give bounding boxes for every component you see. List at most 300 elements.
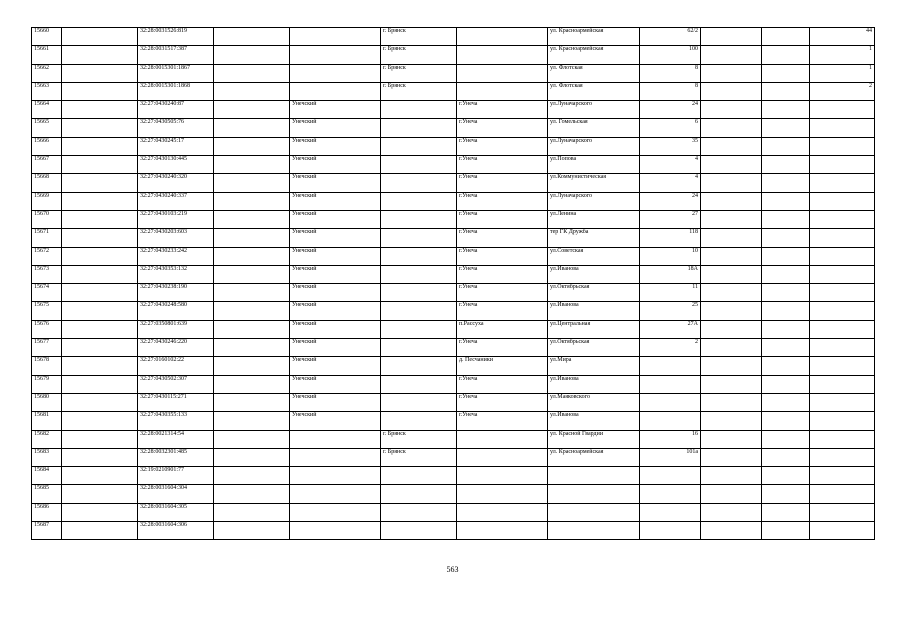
empty-cell	[762, 467, 810, 485]
street-cell: ул.Центральная	[548, 320, 640, 338]
district-cell: Унечский	[290, 339, 381, 357]
apartment-number-cell	[810, 357, 875, 375]
apartment-number-cell	[810, 137, 875, 155]
record-number-cell: 15667	[32, 156, 62, 174]
cadastral-number-cell: 32:28:0031604:305	[138, 503, 214, 521]
house-number-cell: 2	[640, 339, 701, 357]
record-number-cell: 15668	[32, 174, 62, 192]
empty-cell	[762, 101, 810, 119]
street-cell: ул.Луначарского	[548, 101, 640, 119]
empty-cell	[701, 467, 762, 485]
city-cell	[381, 229, 457, 247]
table-row	[32, 192, 875, 210]
town-cell: г.Унеча	[457, 375, 548, 393]
apartment-number-cell	[810, 284, 875, 302]
city-cell	[381, 210, 457, 228]
city-cell: г. Брянск	[381, 46, 457, 64]
empty-cell	[62, 393, 138, 411]
city-cell	[381, 302, 457, 320]
table-row	[32, 430, 875, 448]
empty-cell	[701, 64, 762, 82]
city-cell	[381, 522, 457, 540]
town-cell	[457, 64, 548, 82]
city-cell	[381, 375, 457, 393]
apartment-number-cell: 1	[810, 64, 875, 82]
empty-cell	[214, 430, 290, 448]
table-row	[32, 375, 875, 393]
record-number-cell: 15672	[32, 247, 62, 265]
house-number-cell	[640, 393, 701, 411]
empty-cell	[214, 265, 290, 283]
table-row	[32, 265, 875, 283]
empty-cell	[62, 448, 138, 466]
empty-cell	[62, 229, 138, 247]
house-number-cell: 24	[640, 101, 701, 119]
city-cell	[381, 119, 457, 137]
city-cell: г. Брянск	[381, 430, 457, 448]
cadastral-number-cell: 32:28:0031517:387	[138, 46, 214, 64]
table-row	[32, 467, 875, 485]
district-cell: Унечский	[290, 320, 381, 338]
registry-table-body	[32, 28, 875, 540]
district-cell: Унечский	[290, 119, 381, 137]
empty-cell	[762, 64, 810, 82]
city-cell	[381, 101, 457, 119]
table-row	[32, 522, 875, 540]
cadastral-number-cell: 32:27:0430355:133	[138, 412, 214, 430]
empty-cell	[62, 357, 138, 375]
empty-cell	[762, 430, 810, 448]
city-cell	[381, 284, 457, 302]
district-cell	[290, 82, 381, 100]
district-cell: Унечский	[290, 265, 381, 283]
street-cell: ул.Коммунистическая	[548, 174, 640, 192]
empty-cell	[214, 174, 290, 192]
empty-cell	[214, 357, 290, 375]
record-number-cell: 15687	[32, 522, 62, 540]
house-number-cell: 25	[640, 302, 701, 320]
district-cell: Унечский	[290, 357, 381, 375]
apartment-number-cell	[810, 174, 875, 192]
table-row	[32, 247, 875, 265]
cadastral-number-cell: 32:27:0430245:17	[138, 137, 214, 155]
empty-cell	[762, 393, 810, 411]
apartment-number-cell	[810, 101, 875, 119]
empty-cell	[701, 302, 762, 320]
empty-cell	[762, 247, 810, 265]
city-cell: г. Брянск	[381, 28, 457, 46]
empty-cell	[62, 156, 138, 174]
empty-cell	[701, 101, 762, 119]
table-row	[32, 357, 875, 375]
town-cell	[457, 430, 548, 448]
house-number-cell: 27	[640, 210, 701, 228]
record-number-cell: 15664	[32, 101, 62, 119]
empty-cell	[214, 247, 290, 265]
cadastral-number-cell: 32:27:0430505:76	[138, 119, 214, 137]
city-cell	[381, 174, 457, 192]
apartment-number-cell: 2	[810, 82, 875, 100]
street-cell: ул. Красноармейская	[548, 28, 640, 46]
apartment-number-cell	[810, 302, 875, 320]
empty-cell	[214, 393, 290, 411]
empty-cell	[62, 302, 138, 320]
registry-table	[31, 27, 875, 540]
house-number-cell	[640, 412, 701, 430]
house-number-cell: 8	[640, 64, 701, 82]
record-number-cell: 15675	[32, 302, 62, 320]
empty-cell	[214, 467, 290, 485]
empty-cell	[762, 522, 810, 540]
record-number-cell: 15660	[32, 28, 62, 46]
empty-cell	[214, 320, 290, 338]
record-number-cell: 15685	[32, 485, 62, 503]
district-cell: Унечский	[290, 247, 381, 265]
house-number-cell: 62/2	[640, 28, 701, 46]
record-number-cell: 15676	[32, 320, 62, 338]
town-cell: д. Песчаники	[457, 357, 548, 375]
street-cell: ул.Иванова	[548, 302, 640, 320]
table-row	[32, 137, 875, 155]
city-cell	[381, 357, 457, 375]
empty-cell	[62, 101, 138, 119]
empty-cell	[701, 28, 762, 46]
house-number-cell: 100	[640, 46, 701, 64]
empty-cell	[701, 320, 762, 338]
empty-cell	[762, 174, 810, 192]
empty-cell	[701, 522, 762, 540]
record-number-cell: 15681	[32, 412, 62, 430]
district-cell	[290, 522, 381, 540]
apartment-number-cell	[810, 192, 875, 210]
empty-cell	[762, 375, 810, 393]
empty-cell	[62, 174, 138, 192]
empty-cell	[214, 375, 290, 393]
empty-cell	[62, 375, 138, 393]
empty-cell	[62, 503, 138, 521]
house-number-cell: 101а	[640, 448, 701, 466]
street-cell: ул. Гомельская	[548, 119, 640, 137]
city-cell	[381, 503, 457, 521]
town-cell: г.Унеча	[457, 174, 548, 192]
empty-cell	[701, 375, 762, 393]
empty-cell	[214, 101, 290, 119]
district-cell: Унечский	[290, 156, 381, 174]
street-cell	[548, 467, 640, 485]
empty-cell	[701, 265, 762, 283]
house-number-cell: 35	[640, 137, 701, 155]
empty-cell	[762, 485, 810, 503]
town-cell	[457, 485, 548, 503]
cadastral-number-cell: 32:28:0031526:819	[138, 28, 214, 46]
empty-cell	[762, 265, 810, 283]
street-cell: ул.Луначарского	[548, 137, 640, 155]
record-number-cell: 15677	[32, 339, 62, 357]
district-cell: Унечский	[290, 210, 381, 228]
city-cell	[381, 339, 457, 357]
empty-cell	[762, 448, 810, 466]
cadastral-number-cell: 32:28:0031604:306	[138, 522, 214, 540]
house-number-cell	[640, 485, 701, 503]
table-row	[32, 448, 875, 466]
empty-cell	[762, 82, 810, 100]
empty-cell	[762, 320, 810, 338]
town-cell: г.Унеча	[457, 247, 548, 265]
street-cell: ул.Маяковского	[548, 393, 640, 411]
record-number-cell: 15683	[32, 448, 62, 466]
street-cell	[548, 503, 640, 521]
district-cell: Унечский	[290, 393, 381, 411]
apartment-number-cell	[810, 375, 875, 393]
record-number-cell: 15671	[32, 229, 62, 247]
empty-cell	[762, 192, 810, 210]
district-cell	[290, 467, 381, 485]
empty-cell	[214, 82, 290, 100]
apartment-number-cell	[810, 522, 875, 540]
table-row	[32, 156, 875, 174]
house-number-cell: 118	[640, 229, 701, 247]
town-cell	[457, 448, 548, 466]
house-number-cell	[640, 522, 701, 540]
empty-cell	[701, 284, 762, 302]
street-cell: ул. Флотская	[548, 64, 640, 82]
house-number-cell: 10	[640, 247, 701, 265]
empty-cell	[214, 302, 290, 320]
cadastral-number-cell: 32:28:0015301:1868	[138, 82, 214, 100]
district-cell	[290, 28, 381, 46]
town-cell: г.Унеча	[457, 339, 548, 357]
town-cell: г.Унеча	[457, 393, 548, 411]
town-cell: г.Унеча	[457, 229, 548, 247]
city-cell	[381, 265, 457, 283]
house-number-cell	[640, 357, 701, 375]
record-number-cell: 15665	[32, 119, 62, 137]
cadastral-number-cell: 32:27:0430233:242	[138, 247, 214, 265]
apartment-number-cell	[810, 229, 875, 247]
street-cell: ул.Октябрьская	[548, 284, 640, 302]
empty-cell	[214, 448, 290, 466]
table-row	[32, 28, 875, 46]
district-cell	[290, 448, 381, 466]
apartment-number-cell	[810, 430, 875, 448]
empty-cell	[62, 119, 138, 137]
empty-cell	[762, 357, 810, 375]
apartment-number-cell	[810, 320, 875, 338]
street-cell: тер ГК Дружба	[548, 229, 640, 247]
city-cell	[381, 192, 457, 210]
empty-cell	[62, 284, 138, 302]
town-cell: г.Унеча	[457, 265, 548, 283]
apartment-number-cell	[810, 485, 875, 503]
empty-cell	[214, 339, 290, 357]
street-cell: ул.Мира	[548, 357, 640, 375]
empty-cell	[62, 320, 138, 338]
cadastral-number-cell: 32:28:0021314:54	[138, 430, 214, 448]
table-row	[32, 320, 875, 338]
city-cell: г. Брянск	[381, 64, 457, 82]
house-number-cell: 6	[640, 119, 701, 137]
empty-cell	[62, 137, 138, 155]
street-cell: ул. Красноармейская	[548, 46, 640, 64]
town-cell: г.Унеча	[457, 192, 548, 210]
house-number-cell	[640, 375, 701, 393]
city-cell	[381, 247, 457, 265]
apartment-number-cell	[810, 412, 875, 430]
house-number-cell	[640, 467, 701, 485]
empty-cell	[762, 503, 810, 521]
empty-cell	[62, 210, 138, 228]
apartment-number-cell: 44	[810, 28, 875, 46]
city-cell	[381, 393, 457, 411]
table-row	[32, 485, 875, 503]
city-cell	[381, 467, 457, 485]
district-cell	[290, 485, 381, 503]
record-number-cell: 15662	[32, 64, 62, 82]
table-row	[32, 82, 875, 100]
cadastral-number-cell: 32:27:0430240:337	[138, 192, 214, 210]
empty-cell	[701, 119, 762, 137]
empty-cell	[701, 485, 762, 503]
empty-cell	[762, 46, 810, 64]
record-number-cell: 15678	[32, 357, 62, 375]
empty-cell	[762, 210, 810, 228]
town-cell: п.Рассуха	[457, 320, 548, 338]
house-number-cell: 18А	[640, 265, 701, 283]
apartment-number-cell	[810, 247, 875, 265]
street-cell: ул. Флотская	[548, 82, 640, 100]
empty-cell	[701, 137, 762, 155]
empty-cell	[214, 192, 290, 210]
table-row	[32, 302, 875, 320]
empty-cell	[762, 119, 810, 137]
city-cell	[381, 412, 457, 430]
town-cell	[457, 522, 548, 540]
district-cell: Унечский	[290, 229, 381, 247]
town-cell: г.Унеча	[457, 156, 548, 174]
empty-cell	[762, 137, 810, 155]
table-row	[32, 412, 875, 430]
district-cell: Унечский	[290, 137, 381, 155]
city-cell	[381, 137, 457, 155]
city-cell	[381, 485, 457, 503]
empty-cell	[214, 522, 290, 540]
town-cell	[457, 503, 548, 521]
table-row	[32, 174, 875, 192]
apartment-number-cell	[810, 339, 875, 357]
cadastral-number-cell: 32:27:0430130:445	[138, 156, 214, 174]
street-cell: ул.Луначарского	[548, 192, 640, 210]
cadastral-number-cell: 32:19:0210901:77	[138, 467, 214, 485]
cadastral-number-cell: 32:27:0430103:219	[138, 210, 214, 228]
district-cell: Унечский	[290, 174, 381, 192]
empty-cell	[762, 339, 810, 357]
table-row	[32, 339, 875, 357]
town-cell: г.Унеча	[457, 284, 548, 302]
empty-cell	[62, 485, 138, 503]
empty-cell	[214, 119, 290, 137]
cadastral-number-cell: 32:27:0430502:307	[138, 375, 214, 393]
record-number-cell: 15669	[32, 192, 62, 210]
empty-cell	[701, 339, 762, 357]
empty-cell	[701, 357, 762, 375]
empty-cell	[214, 485, 290, 503]
apartment-number-cell	[810, 467, 875, 485]
cadastral-number-cell: 32:27:0430246:220	[138, 339, 214, 357]
cadastral-number-cell: 32:28:0015301:1867	[138, 64, 214, 82]
town-cell: г.Унеча	[457, 210, 548, 228]
town-cell: г.Унеча	[457, 137, 548, 155]
cadastral-number-cell: 32:27:0430240:320	[138, 174, 214, 192]
cadastral-number-cell: 32:27:0430248:580	[138, 302, 214, 320]
cadastral-number-cell: 32:28:0032301:485	[138, 448, 214, 466]
town-cell: г.Унеча	[457, 101, 548, 119]
apartment-number-cell: 1	[810, 46, 875, 64]
house-number-cell: 27А	[640, 320, 701, 338]
apartment-number-cell	[810, 503, 875, 521]
table-row	[32, 101, 875, 119]
district-cell: Унечский	[290, 101, 381, 119]
street-cell: ул.Ленина	[548, 210, 640, 228]
cadastral-number-cell: 32:27:0350801:639	[138, 320, 214, 338]
empty-cell	[62, 412, 138, 430]
empty-cell	[762, 28, 810, 46]
table-row	[32, 229, 875, 247]
cadastral-number-cell: 32:27:0430203:603	[138, 229, 214, 247]
street-cell: ул.Иванова	[548, 375, 640, 393]
house-number-cell: 4	[640, 174, 701, 192]
city-cell: г. Брянск	[381, 82, 457, 100]
district-cell	[290, 46, 381, 64]
street-cell: ул. Красной Гвардии	[548, 430, 640, 448]
empty-cell	[62, 339, 138, 357]
empty-cell	[62, 82, 138, 100]
empty-cell	[701, 229, 762, 247]
town-cell: г.Унеча	[457, 302, 548, 320]
record-number-cell: 15686	[32, 503, 62, 521]
empty-cell	[214, 412, 290, 430]
empty-cell	[62, 430, 138, 448]
empty-cell	[701, 430, 762, 448]
street-cell	[548, 522, 640, 540]
town-cell: г.Унеча	[457, 412, 548, 430]
district-cell	[290, 430, 381, 448]
district-cell: Унечский	[290, 302, 381, 320]
record-number-cell: 15680	[32, 393, 62, 411]
house-number-cell: 24	[640, 192, 701, 210]
empty-cell	[762, 156, 810, 174]
empty-cell	[214, 210, 290, 228]
empty-cell	[214, 503, 290, 521]
empty-cell	[214, 229, 290, 247]
record-number-cell: 15666	[32, 137, 62, 155]
apartment-number-cell	[810, 265, 875, 283]
empty-cell	[762, 284, 810, 302]
district-cell: Унечский	[290, 412, 381, 430]
empty-cell	[62, 64, 138, 82]
house-number-cell: 11	[640, 284, 701, 302]
city-cell	[381, 320, 457, 338]
apartment-number-cell	[810, 156, 875, 174]
empty-cell	[62, 247, 138, 265]
town-cell	[457, 82, 548, 100]
cadastral-number-cell: 32:27:0430240:87	[138, 101, 214, 119]
empty-cell	[62, 522, 138, 540]
empty-cell	[701, 412, 762, 430]
empty-cell	[701, 247, 762, 265]
street-cell: ул.Иванова	[548, 412, 640, 430]
table-row	[32, 393, 875, 411]
record-number-cell: 15670	[32, 210, 62, 228]
